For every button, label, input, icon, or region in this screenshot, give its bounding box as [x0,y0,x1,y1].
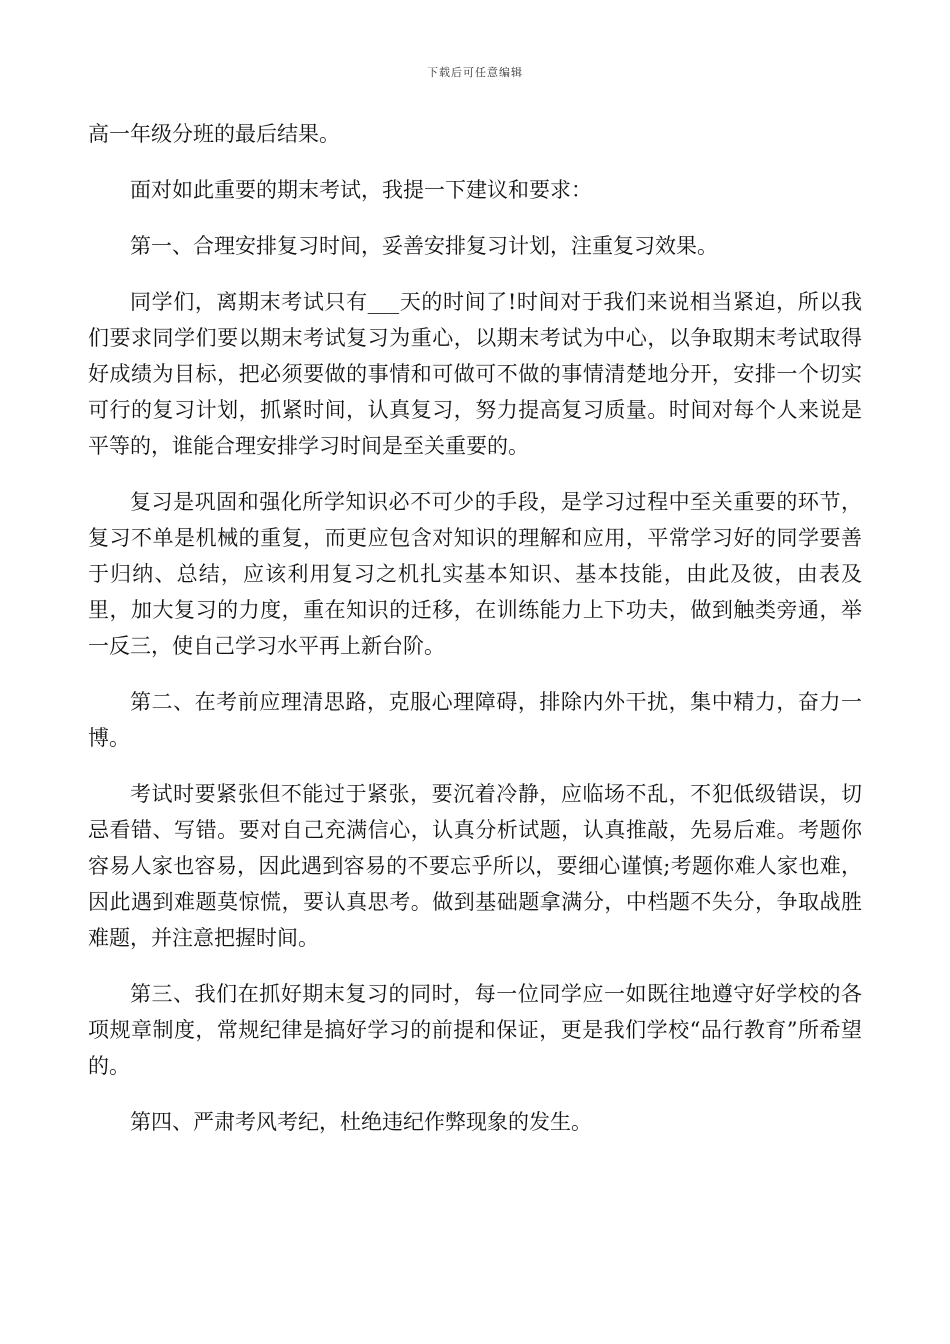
paragraph-8: 第三、我们在抓好期末复习的同时，每一位同学应一如既往地遵守好学校的各项规章制度，常规纪律是搞好学习的前提和保证，更是我们学校“品行教育”所希望的。 [88,982,862,1078]
paragraph-1: 高一年级分班的最后结果。 [88,122,340,146]
page-header: 下载后可任意编辑 [427,66,523,79]
paragraph-2: 面对如此重要的期末考试，我提一下建议和要求： [130,178,592,202]
paragraph-3: 第一、合理安排复习时间，妥善安排复习计划，注重复习效果。 [130,234,718,258]
paragraph-4: 同学们，离期末考试只有___天的时间了!时间对于我们来说相当紧迫，所以我们要求同学们要以期末考试复习为重心，以期末考试为中心，以争取期末考试取得好成绩为目标，把必须要做的事情和可做可不做的事情清楚地分开，安排一个切实可行的复习计划，抓紧时间，认真复习，努力提高复习质量。时间对每个人来说是平等的，谁能合理安排学习时间是至关重要的。 [88,290,862,458]
document-body [88,116,862,1160]
paragraph-5: 复习是巩固和强化所学知识必不可少的手段，是学习过程中至关重要的环节，复习不单是机械的重复，而更应包含对知识的理解和应用，平常学习好的同学要善于归纳、总结，应该利用复习之机扎实基本知识、基本技能，由此及彼，由表及里，加大复习的力度，重在知识的迁移，在训练能力上下功夫，做到触类旁通，举一反三，使自己学习水平再上新台阶。 [88,490,862,658]
paragraph-9: 第四、严肃考风考纪，杜绝违纪作弊现象的发生。 [130,1110,592,1134]
paragraph-7: 考试时要紧张但不能过于紧张，要沉着冷静，应临场不乱，不犯低级错误，切忌看错、写错。要对自己充满信心，认真分析试题，认真推敲，先易后难。考题你容易人家也容易，因此遇到容易的不要忘乎所以，要细心谨慎;考题你难人家也难，因此遇到难题莫惊慌，要认真思考。做到基础题拿满分，中档题不失分，争取战胜难题，并注意把握时间。 [88,782,862,950]
paragraph-6: 第二、在考前应理清思路，克服心理障碍，排除内外干扰，集中精力，奋力一博。 [88,690,862,750]
